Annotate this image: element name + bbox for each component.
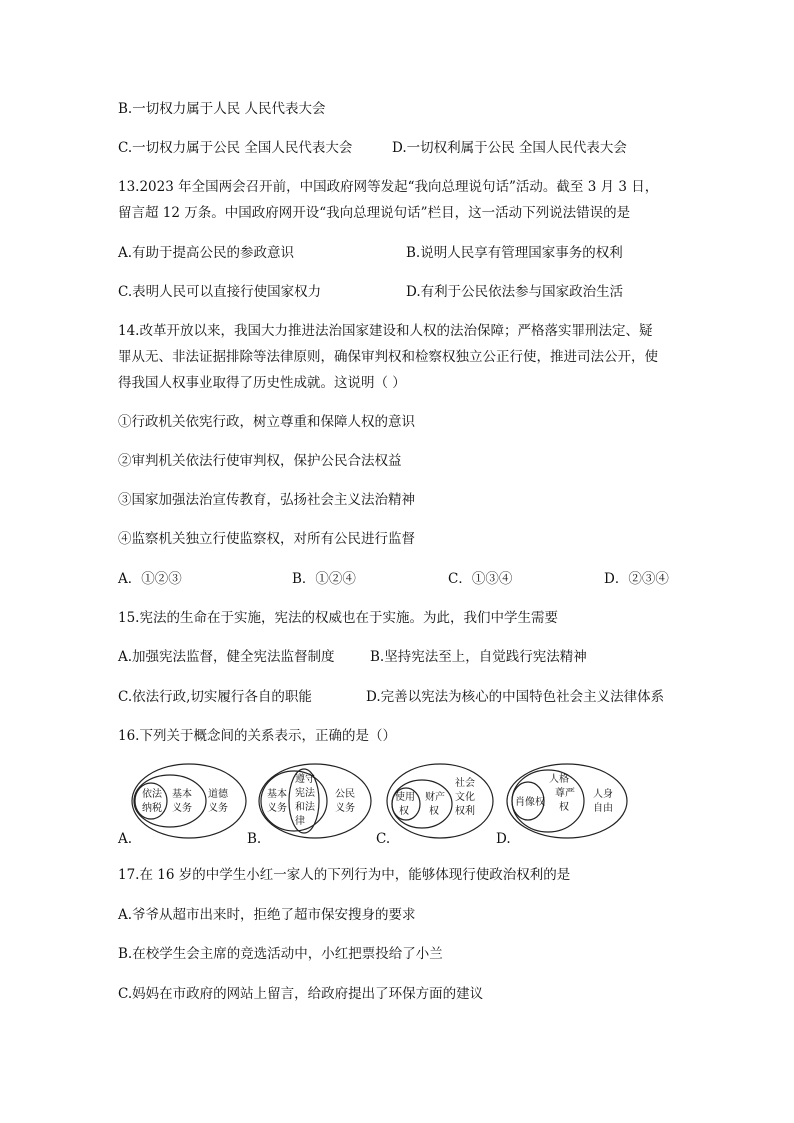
diagram-d-label: D. [496, 831, 511, 847]
diagram-a-inner-2: 纳税 [142, 803, 162, 814]
q14-item-3: ③国家加强法治宣传教育，弘扬社会主义法治精神 [118, 492, 415, 508]
diagram-b-inner-4: 律 [295, 816, 305, 827]
diagram-d-outer-2: 自由 [593, 803, 613, 814]
diagram-a-outer-1: 道德 [208, 789, 228, 800]
diagram-c-outer-1: 社会 [455, 778, 475, 789]
diagram-c-middle-1: 财产 [425, 792, 445, 803]
diagram-a-inner-1: 依法 [142, 789, 162, 800]
q14-stem-line1: 14.改革开放以来，我国大力推进法治国家建设和人权的法治保障；严格落实罪刑法定、疑 [118, 323, 653, 339]
q15-option-c: C.依法行政,切实履行各自的职能 [118, 689, 312, 705]
diagram-c-middle-2: 权 [429, 806, 439, 817]
q14-option-a: A．①②③ [118, 571, 182, 587]
diagram-b-outer-1: 公民 [335, 789, 355, 800]
q17-option-a: A.爷爷从超市出来时，拒绝了超市保安搜身的要求 [118, 907, 416, 923]
q15-option-a: A.加强宪法监督，健全宪法监督制度 [118, 649, 335, 665]
diagram-c-inner-2: 权 [399, 806, 409, 817]
q15-option-d: D.完善以宪法为核心的中国特色社会主义法律体系 [366, 689, 665, 705]
q14-option-b: B．①②④ [292, 571, 356, 587]
diagram-b-middle-2: 义务 [267, 803, 287, 814]
q12-option-d: D.一切权利属于公民 全国人民代表大会 [392, 140, 627, 156]
diagram-b-outer-2: 义务 [335, 803, 355, 814]
diagram-a [130, 762, 248, 844]
diagram-d-middle-1: 人格 [549, 774, 569, 785]
q14-option-c: C．①③④ [448, 571, 513, 587]
diagram-b-label: B. [247, 831, 262, 847]
q12-option-c: C.一切权力属于公民 全国人民代表大会 [118, 140, 353, 156]
diagram-d-middle-2: 尊严 [555, 788, 575, 799]
q13-option-d: D.有利于公民依法参与国家政治生活 [406, 284, 624, 300]
q14-item-4: ④监察机关独立行使监察权，对所有公民进行监督 [118, 531, 415, 547]
diagram-c [385, 762, 495, 844]
q12-option-b: B.一切权力属于人民 人民代表大会 [118, 101, 326, 117]
diagram-c-outer-2: 文化 [455, 792, 475, 803]
diagram-d [505, 762, 629, 844]
diagram-b-inner-3: 和法 [295, 802, 315, 813]
q13-option-c: C.表明人民可以直接行使国家权力 [118, 284, 322, 300]
diagram-b-inner-1: 遵守 [295, 774, 315, 785]
q14-item-1: ①行政机关依宪行政，树立尊重和保障人权的意识 [118, 414, 415, 430]
q13-stem-line1: 13.2023 年全国两会召开前，中国政府网等发起“我向总理说句话”活动。截至 3 月 3 日， [118, 179, 659, 195]
diagram-a-outer-2: 义务 [208, 803, 228, 814]
q15-option-b: B.坚持宪法至上，自觉践行宪法精神 [370, 649, 587, 665]
q17-option-c: C.妈妈在市政府的网站上留言，给政府提出了环保方面的建议 [118, 986, 484, 1002]
diagram-a-middle-2: 义务 [172, 803, 192, 814]
q13-option-b: B.说明人民享有管理国家事务的权利 [406, 245, 623, 261]
diagram-c-label: C. [376, 831, 391, 847]
q16-stem: 16.下列关于概念间的关系表示，正确的是（） [118, 728, 396, 744]
diagram-d-outer-1: 人身 [593, 789, 613, 800]
diagram-b-inner-2: 宪法 [295, 788, 315, 799]
diagram-b [257, 762, 375, 844]
q15-stem: 15.宪法的生命在于实施，宪法的权威也在于实施。为此，我们中学生需要 [118, 610, 558, 626]
diagram-c-outer-3: 权利 [455, 806, 475, 817]
q14-option-d: D．②③④ [604, 571, 669, 587]
diagram-d-middle-3: 权 [559, 802, 569, 813]
diagram-a-label: A. [118, 831, 133, 847]
q14-stem-line3: 得我国人权事业取得了历史性成就。这说明（ ） [118, 375, 406, 391]
diagram-b-middle-1: 基本 [267, 789, 287, 800]
q14-stem-line2: 罪从无、非法证据排除等法律原则，确保审判权和检察权独立公正行使，推进司法公开，使 [118, 349, 658, 365]
q13-option-a: A.有助于提高公民的参政意识 [118, 245, 295, 261]
diagram-a-middle-1: 基本 [172, 789, 192, 800]
q17-option-b: B.在校学生会主席的竞选活动中，小红把票投给了小兰 [118, 946, 443, 962]
q17-stem: 17.在 16 岁的中学生小红一家人的下列行为中，能够体现行使政治权利的是 [118, 867, 571, 883]
q13-stem-line2: 留言超 12 万条。中国政府网开设“我向总理说句话”栏目，这一活动下列说法错误的是 [118, 205, 631, 221]
diagram-d-inner: 肖像权 [515, 797, 545, 808]
diagram-c-inner-1: 使用 [395, 792, 415, 803]
q14-item-2: ②审判机关依法行使审判权，保护公民合法权益 [118, 453, 402, 469]
